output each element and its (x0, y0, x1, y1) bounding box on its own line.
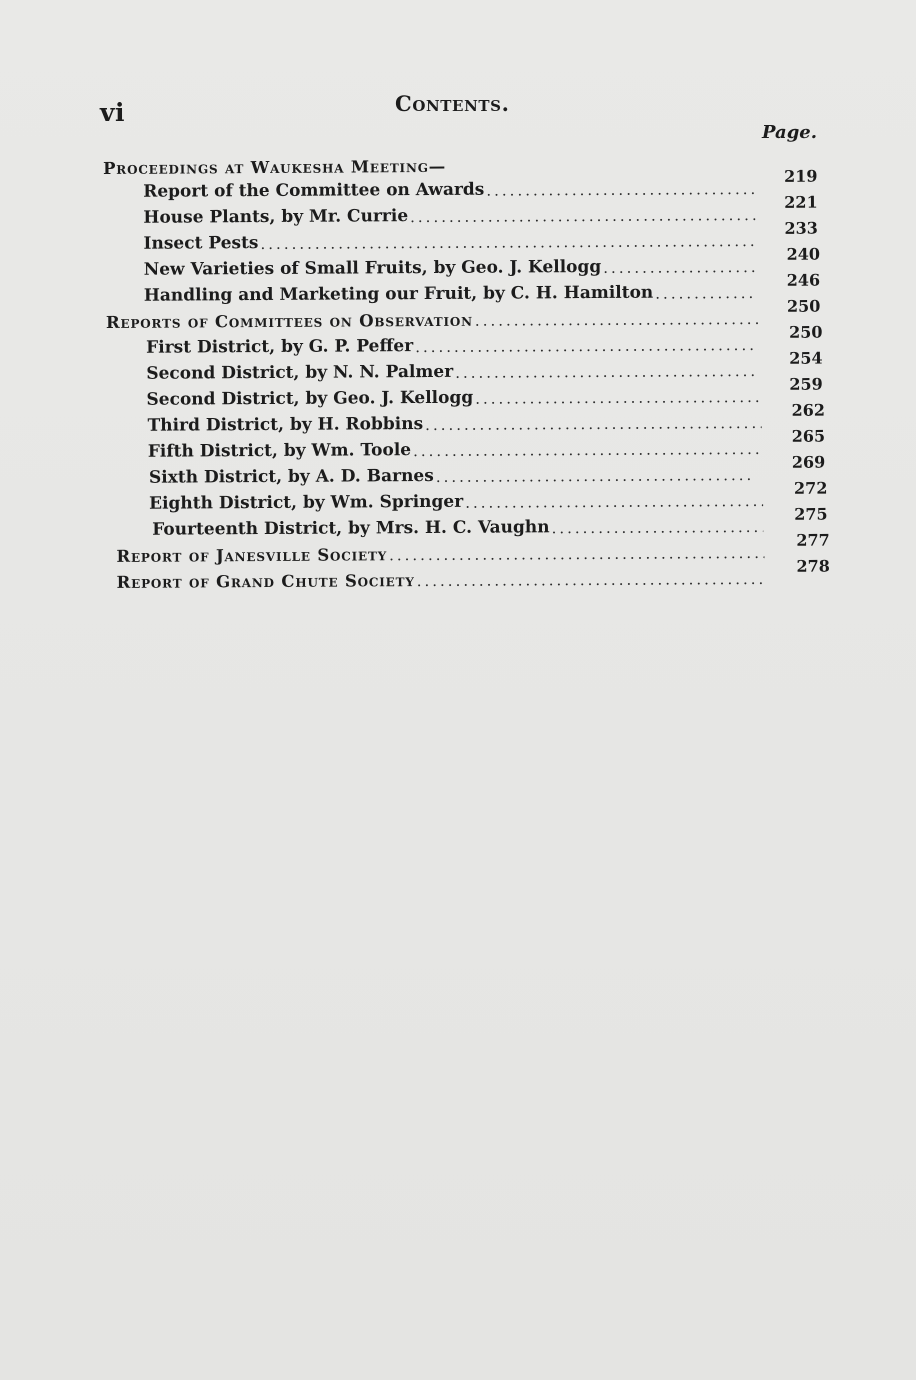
dot-leader (465, 493, 763, 512)
dot-leader (655, 285, 756, 303)
toc-entry-title: House Plants, by Mr. Currie (143, 206, 409, 228)
toc-entry-page: 265 (791, 426, 826, 446)
toc-entry (143, 200, 755, 228)
dot-leader (436, 467, 753, 486)
dot-leader (413, 441, 762, 460)
toc-entry (146, 382, 760, 410)
toc-entry-page: 250 (789, 322, 823, 342)
toc-entry-title: Report of Janesville Society (116, 545, 388, 566)
toc-entry-title: Fourteenth District, by Mrs. H. C. Vaughn (152, 517, 550, 540)
toc-entry-page: 272 (793, 478, 828, 498)
toc-entry (146, 356, 758, 384)
toc-entry-page: 259 (789, 374, 823, 394)
toc-entry-page: 240 (786, 244, 821, 264)
toc-entry-title: Proceedings at Waukesha Meeting— (102, 156, 447, 178)
toc-entry (149, 460, 753, 488)
toc-entry-title: First District, by G. P. Peffer (146, 336, 414, 358)
toc-entry (144, 252, 756, 280)
toc-section-heading (116, 538, 764, 566)
toc-entry-title: Second District, by Geo. J. Kellogg (146, 387, 474, 410)
toc-entry (144, 278, 756, 306)
toc-entry-title: Sixth District, by A. D. Barnes (148, 465, 434, 488)
toc-entry-title: Report of Grand Chute Society (116, 571, 415, 592)
toc-entry-page: 275 (794, 504, 828, 524)
toc-entry (148, 434, 762, 462)
dot-leader (475, 311, 758, 330)
toc-entry (143, 174, 755, 202)
dot-leader (455, 363, 758, 382)
toc-entry-title: Report of the Committee on Awards (143, 179, 485, 202)
dot-leader (486, 181, 755, 200)
dot-leader (389, 545, 764, 564)
toc-entry (148, 408, 762, 436)
page-title: Contents. (395, 91, 510, 116)
toc-entry-title: Handling and Marketing our Fruit, by C. H. Hamilton (143, 282, 654, 306)
dot-leader (552, 519, 764, 537)
toc-entry-page: 246 (786, 270, 821, 290)
toc-entry-page: 262 (791, 400, 826, 420)
dot-leader (417, 571, 767, 590)
toc-entry-page: 278 (796, 556, 830, 576)
toc-section-heading (106, 304, 758, 332)
toc-entry-page: 219 (784, 166, 818, 186)
toc-entry-title: Fifth District, by Wm. Toole (147, 440, 412, 462)
toc-entry (149, 486, 763, 514)
toc-entry (152, 512, 763, 540)
dot-leader (410, 207, 755, 226)
dot-leader (475, 389, 760, 408)
toc-entry-page: 269 (791, 452, 826, 472)
page-number: vi (100, 98, 126, 127)
page-column-label: Page. (762, 122, 818, 143)
toc-entry-title: Second District, by N. N. Palmer (146, 361, 454, 384)
toc-entry-page: 233 (784, 218, 818, 238)
dot-leader (415, 337, 758, 356)
toc-entry-title: Eighth District, by Wm. Springer (149, 491, 464, 514)
toc-entry-title: Insect Pests (143, 233, 259, 254)
dot-leader (603, 259, 756, 277)
toc-entry-page: 250 (786, 296, 821, 316)
toc-entry-title: Reports of Committees on Observation (105, 310, 473, 332)
toc-entry (146, 330, 758, 358)
dot-leader (260, 233, 755, 253)
toc-entry-page: 277 (796, 530, 830, 550)
toc-entry-page: 254 (789, 348, 823, 368)
toc-entry-title: New Varieties of Small Fruits, by Geo. J. Kellogg (143, 256, 602, 280)
toc-section-heading (116, 564, 766, 592)
toc-entry-page: 221 (784, 192, 818, 212)
toc-entry (143, 226, 755, 254)
dot-leader (425, 415, 762, 434)
toc-entry-title: Third District, by H. Robbins (147, 414, 424, 436)
